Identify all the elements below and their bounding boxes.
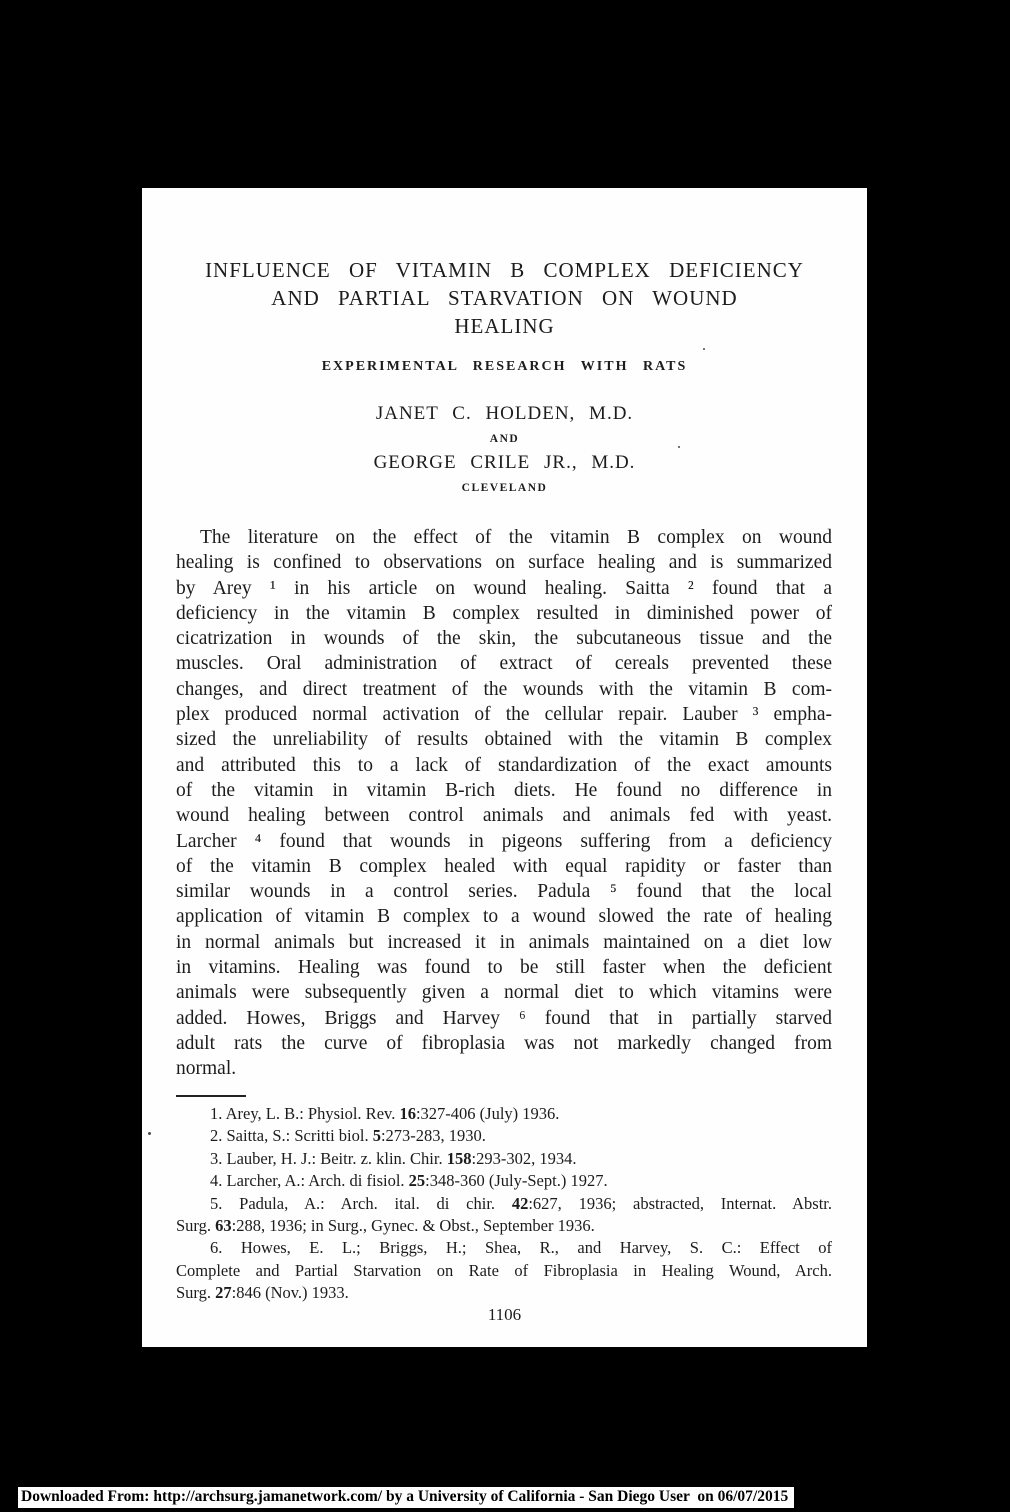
body-line: added. Howes, Briggs and Harvey ⁶ found that in partially starved bbox=[176, 1007, 832, 1029]
footnote-line: 1. Arey, L. B.: Physiol. Rev. 16:327-406 (July) 1936. bbox=[210, 1104, 560, 1123]
body-line: of the vitamin B complex healed with equal rapidity or faster than bbox=[176, 855, 832, 877]
article-title-line: HEALING bbox=[454, 314, 555, 338]
body-line: wound healing between control animals and animals fed with yeast. bbox=[176, 805, 832, 827]
body-paragraph bbox=[176, 525, 832, 1082]
footnote-line: 5. Padula, A.: Arch. ital. di chir. 42:627, 1936; abstracted, Internat. Abstr. bbox=[210, 1193, 832, 1213]
footnote-line: 2. Saitta, S.: Scritti biol. 5:273-283, 1930. bbox=[210, 1126, 486, 1146]
footnote-line: 6. Howes, E. L.; Briggs, H.; Shea, R., and Harvey, S. C.: Effect of bbox=[210, 1238, 832, 1258]
body-line: The literature on the effect of the vitamin B complex on wound bbox=[200, 527, 832, 548]
body-line: plex produced normal activation of the cellular repair. Lauber ³ empha- bbox=[176, 704, 832, 726]
body-line: deficiency in the vitamin B complex resulted in diminished power of bbox=[176, 602, 832, 624]
body-line: in normal animals but increased it in animals maintained on a diet low bbox=[176, 931, 832, 953]
page-number: 1106 bbox=[487, 1305, 522, 1324]
download-banner: Downloaded From: http://archsurg.jamanetwork.com/ by a University of California - San Diego User on 06/07/2015 bbox=[18, 1487, 794, 1508]
body-line: adult rats the curve of fibroplasia was not markedly changed from bbox=[176, 1032, 832, 1054]
author-location: CLEVELAND bbox=[461, 482, 548, 494]
footnote-line: Surg. 63:288, 1936; in Surg., Gynec. & Obst., September 1936. bbox=[176, 1216, 595, 1236]
scan-speck bbox=[148, 1132, 151, 1135]
author-name-1: JANET C. HOLDEN, M.D. bbox=[375, 403, 634, 424]
body-line: similar wounds in a control series. Padula ⁵ found that the local bbox=[176, 881, 832, 903]
body-line: changes, and direct treatment of the wounds with the vitamin B com- bbox=[176, 678, 832, 700]
article-title-line: INFLUENCE OF VITAMIN B COMPLEX DEFICIENCY bbox=[205, 258, 804, 282]
footnote-line: 4. Larcher, A.: Arch. di fisiol. 25:348-360 (July-Sept.) 1927. bbox=[210, 1171, 608, 1191]
body-line: Larcher ⁴ found that wounds in pigeons suffering from a deficiency bbox=[176, 830, 832, 852]
body-line: normal. bbox=[176, 1058, 237, 1080]
body-line: of the vitamin in vitamin B-rich diets. He found no difference in bbox=[176, 779, 832, 801]
footnote-line: Surg. 27:846 (Nov.) 1933. bbox=[176, 1283, 349, 1303]
body-line: healing is confined to observations on surface healing and is summarized bbox=[176, 552, 832, 574]
article-title bbox=[142, 256, 867, 340]
scanned-paper-page bbox=[142, 188, 867, 1347]
body-line: sized the unreliability of results obtained with the vitamin B complex bbox=[176, 729, 832, 751]
article-title-line: AND PARTIAL STARVATION ON WOUND bbox=[271, 286, 738, 310]
body-line: application of vitamin B complex to a wound slowed the rate of healing bbox=[176, 906, 832, 928]
footnote-line: 3. Lauber, H. J.: Beitr. z. klin. Chir. 158:293-302, 1934. bbox=[210, 1148, 577, 1168]
body-line: muscles. Oral administration of extract of cereals prevented these bbox=[176, 653, 832, 675]
scan-speck bbox=[703, 348, 705, 350]
footnotes bbox=[176, 1103, 832, 1305]
body-line: cicatrization in wounds of the skin, the subcutaneous tissue and the bbox=[176, 628, 832, 650]
body-line: in vitamins. Healing was found to be still faster when the deficient bbox=[176, 957, 832, 979]
author-conjunction: AND bbox=[489, 433, 520, 445]
body-line: by Arey ¹ in his article on wound healing. Saitta ² found that a bbox=[176, 577, 832, 599]
footnote-rule bbox=[176, 1095, 246, 1097]
footnote-line: Complete and Partial Starvation on Rate of Fibroplasia in Healing Wound, Arch. bbox=[176, 1260, 832, 1280]
scan-speck bbox=[678, 446, 680, 448]
body-line: animals were subsequently given a normal diet to which vitamins were bbox=[176, 982, 832, 1004]
body-line: and attributed this to a lack of standardization of the exact amounts bbox=[176, 754, 832, 776]
article-subtitle: EXPERIMENTAL RESEARCH WITH RATS bbox=[321, 359, 688, 374]
author-name-2: GEORGE CRILE JR., M.D. bbox=[373, 452, 636, 473]
